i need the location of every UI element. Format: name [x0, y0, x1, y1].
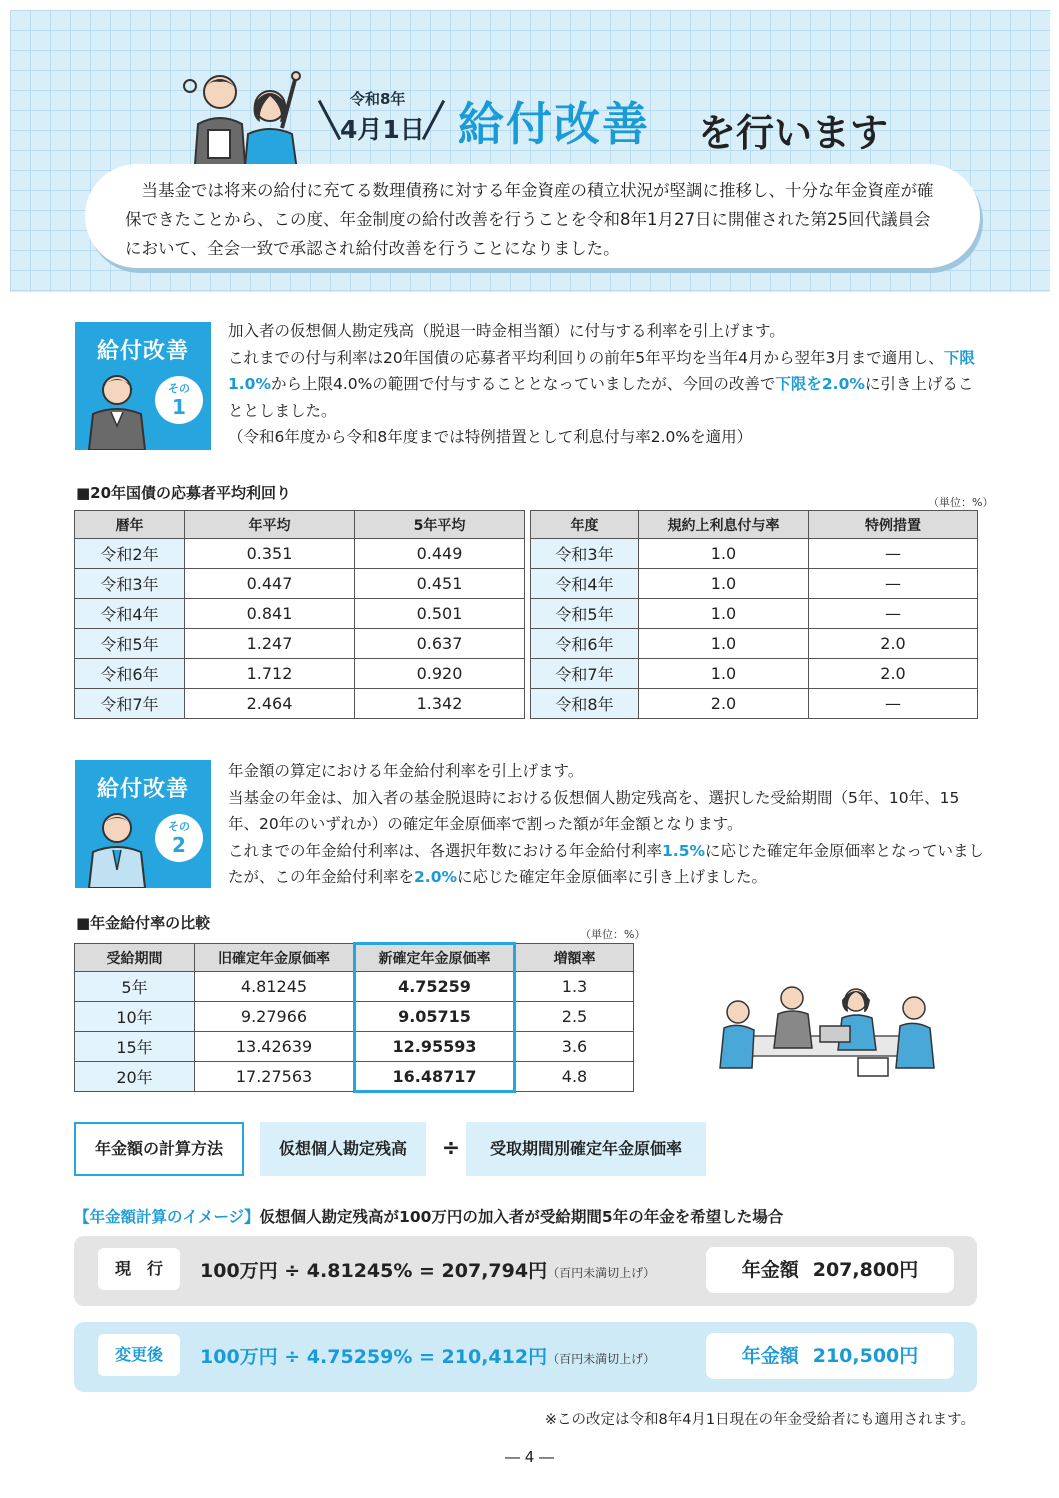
section2-line1: 年金額の算定における年金給付利率を引上げます。 — [228, 762, 584, 780]
table-cell: 0.501 — [355, 599, 525, 629]
section1-highlight-lower-new: 下限を2.0% — [775, 375, 865, 393]
col-header: 暦年 — [75, 511, 185, 539]
table-cell: 0.451 — [355, 569, 525, 599]
section1-number-badge — [155, 376, 203, 424]
current-formula-text: 100万円 ÷ 4.81245% = 207,794円 — [200, 1260, 548, 1282]
table-row — [531, 539, 978, 569]
page-title-rest: を行います — [698, 111, 889, 155]
current-rounding-note: （百円未満切上げ） — [547, 1266, 656, 1280]
changed-result — [706, 1333, 954, 1379]
table-cell: 1.712 — [185, 659, 355, 689]
table-cell: 2.5 — [515, 1002, 634, 1032]
table-cell: 0.841 — [185, 599, 355, 629]
table-cell: 0.351 — [185, 539, 355, 569]
pension-rate-table — [74, 942, 634, 1093]
table-cell: 1.0 — [639, 539, 809, 569]
col-header-highlighted: 新確定年金原価率 — [355, 944, 515, 972]
calc-example-title — [74, 1205, 783, 1227]
table-cell-highlighted: 16.48717 — [355, 1062, 515, 1092]
section1-line2a: これまでの付与利率は20年国債の応募者平均利回りの前年5年平均を当年4月から翌年3月まで適用し、 — [228, 348, 944, 367]
table-row — [75, 659, 525, 689]
table-cell: 10年 — [75, 1002, 195, 1032]
presenter-man-icon — [85, 806, 155, 888]
current-formula — [200, 1256, 655, 1283]
calc-example-text: 仮想個人勘定残高が100万円の加入者が受給期間5年の年金を希望した場合 — [259, 1208, 784, 1226]
table-row — [75, 1062, 634, 1092]
footer-note: ※この改定は令和8年4月1日現在の年金受給者にも適用されます。 — [544, 1412, 975, 1428]
section1-highlight-lower-old: 下限1.0% — [228, 348, 975, 393]
table-header-row — [75, 511, 525, 539]
table-row — [75, 1032, 634, 1062]
table-cell-highlighted: 4.75259 — [355, 972, 515, 1002]
table-cell: 5年 — [75, 972, 195, 1002]
bond-yield-table — [74, 510, 525, 719]
presenter-woman-icon — [85, 368, 155, 450]
table-cell: — — [809, 569, 978, 599]
section2-badge — [75, 760, 211, 888]
section2-highlight-old-rate: 1.5% — [662, 841, 706, 860]
section2-text — [228, 758, 988, 891]
meeting-illustration — [708, 978, 944, 1084]
table-cell: 20年 — [75, 1062, 195, 1092]
col-header: 年度 — [531, 511, 639, 539]
table-cell: 4.8 — [515, 1062, 634, 1092]
table-cell: 令和7年 — [531, 659, 639, 689]
section1-text — [228, 318, 988, 451]
table-cell: 9.27966 — [195, 1002, 355, 1032]
table-row — [75, 599, 525, 629]
table1-title: ■20年国債の応募者平均利回り — [76, 484, 292, 502]
section2-highlight-new-rate: 2.0% — [414, 868, 458, 886]
table-cell: 2.0 — [809, 629, 978, 659]
page-number: ― 4 ― — [504, 1448, 555, 1466]
effective-date — [328, 88, 438, 158]
table-cell: — — [809, 689, 978, 719]
section1-line2e: に引き上げることとしました。 — [228, 375, 974, 420]
current-result-label: 年金額 — [741, 1259, 799, 1281]
calc-numerator: 仮想個人勘定残高 — [260, 1122, 426, 1176]
table-row — [531, 599, 978, 629]
section2-number-badge — [155, 814, 203, 862]
col-header: 旧確定年金原価率 — [195, 944, 355, 972]
table-cell: — — [809, 599, 978, 629]
table-cell: 1.0 — [639, 599, 809, 629]
divide-symbol: ÷ — [441, 1136, 461, 1161]
table-cell: 3.6 — [515, 1032, 634, 1062]
table-cell: 0.637 — [355, 629, 525, 659]
table-cell: 令和3年 — [531, 539, 639, 569]
calc-denominator: 受取期間別確定年金原価率 — [466, 1122, 706, 1176]
table-cell: 令和5年 — [75, 629, 185, 659]
table-row — [75, 972, 634, 1002]
table-cell: 0.920 — [355, 659, 525, 689]
table-cell: 0.449 — [355, 539, 525, 569]
table-cell: 17.27563 — [195, 1062, 355, 1092]
intro-bubble — [85, 164, 980, 268]
changed-tag: 変更後 — [98, 1334, 180, 1376]
changed-rounding-note: （百円未満切上げ） — [547, 1352, 656, 1366]
section2-line3a: これまでの年金給付利率は、各選択年数における年金給付利率 — [228, 841, 663, 860]
changed-formula — [200, 1342, 655, 1369]
table-cell-highlighted: 12.95593 — [355, 1032, 515, 1062]
changed-formula-text: 100万円 ÷ 4.75259% = 210,412円 — [200, 1346, 548, 1368]
changed-result-label: 年金額 — [741, 1345, 799, 1367]
table-cell: 2.0 — [809, 659, 978, 689]
col-header: 5年平均 — [355, 511, 525, 539]
section1-badge — [75, 322, 211, 450]
section2-number: 2 — [172, 833, 186, 857]
date-year: 令和8年 — [350, 90, 406, 108]
table-cell: 1.247 — [185, 629, 355, 659]
table-header-row — [531, 511, 978, 539]
table-cell: 令和3年 — [75, 569, 185, 599]
page-title-main: 給付改善 — [458, 97, 650, 151]
section1-line2c: から上限4.0%の範囲で付与することとなっていましたが、今回の改善で — [271, 375, 776, 393]
table2-unit: （単位：%） — [580, 928, 646, 941]
table-row — [75, 1002, 634, 1032]
col-header: 受給期間 — [75, 944, 195, 972]
col-header: 年平均 — [185, 511, 355, 539]
section1-sono: その — [168, 382, 190, 395]
table-cell: 2.464 — [185, 689, 355, 719]
current-tag: 現 行 — [98, 1248, 180, 1290]
table-cell: 1.3 — [515, 972, 634, 1002]
interest-rate-table — [530, 510, 978, 719]
current-case — [74, 1236, 977, 1306]
current-result-value: 207,800円 — [812, 1259, 919, 1281]
table-cell: 令和4年 — [531, 569, 639, 599]
section1-label: 給付改善 — [96, 339, 189, 364]
table1-unit: （単位：%） — [928, 496, 994, 509]
table-cell: — — [809, 539, 978, 569]
col-header: 規約上利息付与率 — [639, 511, 809, 539]
table-cell: 令和4年 — [75, 599, 185, 629]
table-cell: 4.81245 — [195, 972, 355, 1002]
table-cell: 令和5年 — [531, 599, 639, 629]
table-cell: 令和6年 — [531, 629, 639, 659]
table-row — [531, 629, 978, 659]
section2-label: 給付改善 — [96, 777, 189, 802]
table-cell: 15年 — [75, 1032, 195, 1062]
section2-line3 — [228, 838, 988, 891]
changed-case — [74, 1322, 977, 1392]
table-cell: 1.0 — [639, 629, 809, 659]
table-cell: 令和6年 — [75, 659, 185, 689]
table-row — [75, 539, 525, 569]
table-row — [531, 689, 978, 719]
intro-text: 当基金では将来の給付に充てる数理債務に対する年金資産の積立状況が堅調に推移し、十分な年金資産が確保できたことから、この度、年金制度の給付改善を行うことを令和8年1月27日に開催された第25回代議員会において、全会一致で承認され給付改善を行うことになりました。 — [125, 181, 934, 258]
table-row — [531, 659, 978, 689]
table-cell: 1.0 — [639, 659, 809, 689]
section1-line1: 加入者の仮想個人勘定残高（脱退一時金相当額）に付与する利率を引上げます。 — [228, 322, 785, 340]
changed-result-value: 210,500円 — [812, 1345, 919, 1367]
section2-line2: 当基金の年金は、加入者の基金脱退時における仮想個人勘定残高を、選択した受給期間（5年、10年、15年、20年のいずれか）の確定年金原価率で割った額が年金額となります。 — [228, 788, 960, 833]
date-day: 4月1日 — [340, 115, 425, 144]
table-cell: 0.447 — [185, 569, 355, 599]
table-row — [75, 569, 525, 599]
col-header: 特例措置 — [809, 511, 978, 539]
table-row — [531, 569, 978, 599]
slash-decoration-right — [422, 100, 445, 140]
table-cell: 2.0 — [639, 689, 809, 719]
table2-title: ■年金給付率の比較 — [76, 914, 211, 932]
col-header: 増額率 — [515, 944, 634, 972]
table-cell: 令和2年 — [75, 539, 185, 569]
table-header-row — [75, 944, 634, 972]
table-cell: 1.342 — [355, 689, 525, 719]
section2-line3e: に応じた確定年金原価率に引き上げました。 — [457, 868, 768, 886]
table-row — [75, 629, 525, 659]
table-cell: 令和8年 — [531, 689, 639, 719]
current-result — [706, 1247, 954, 1293]
table-cell: 1.0 — [639, 569, 809, 599]
table-cell: 令和7年 — [75, 689, 185, 719]
table-cell-highlighted: 9.05715 — [355, 1002, 515, 1032]
section1-line3: （令和6年度から令和8年度までは特例措置として利息付与率2.0%を適用） — [228, 428, 753, 446]
section2-line3c: に応じた確定年金原価率となっていましたが、この年金給付利率を — [228, 841, 985, 886]
section1-number: 1 — [172, 395, 186, 419]
table-cell: 13.42639 — [195, 1032, 355, 1062]
section1-line2 — [228, 345, 988, 425]
section2-sono: その — [168, 820, 190, 833]
table-row — [75, 689, 525, 719]
slash-decoration-left — [318, 100, 341, 140]
calc-method-label: 年金額の計算方法 — [74, 1122, 244, 1176]
calc-example-bracket: 【年金額計算のイメージ】 — [74, 1208, 260, 1226]
